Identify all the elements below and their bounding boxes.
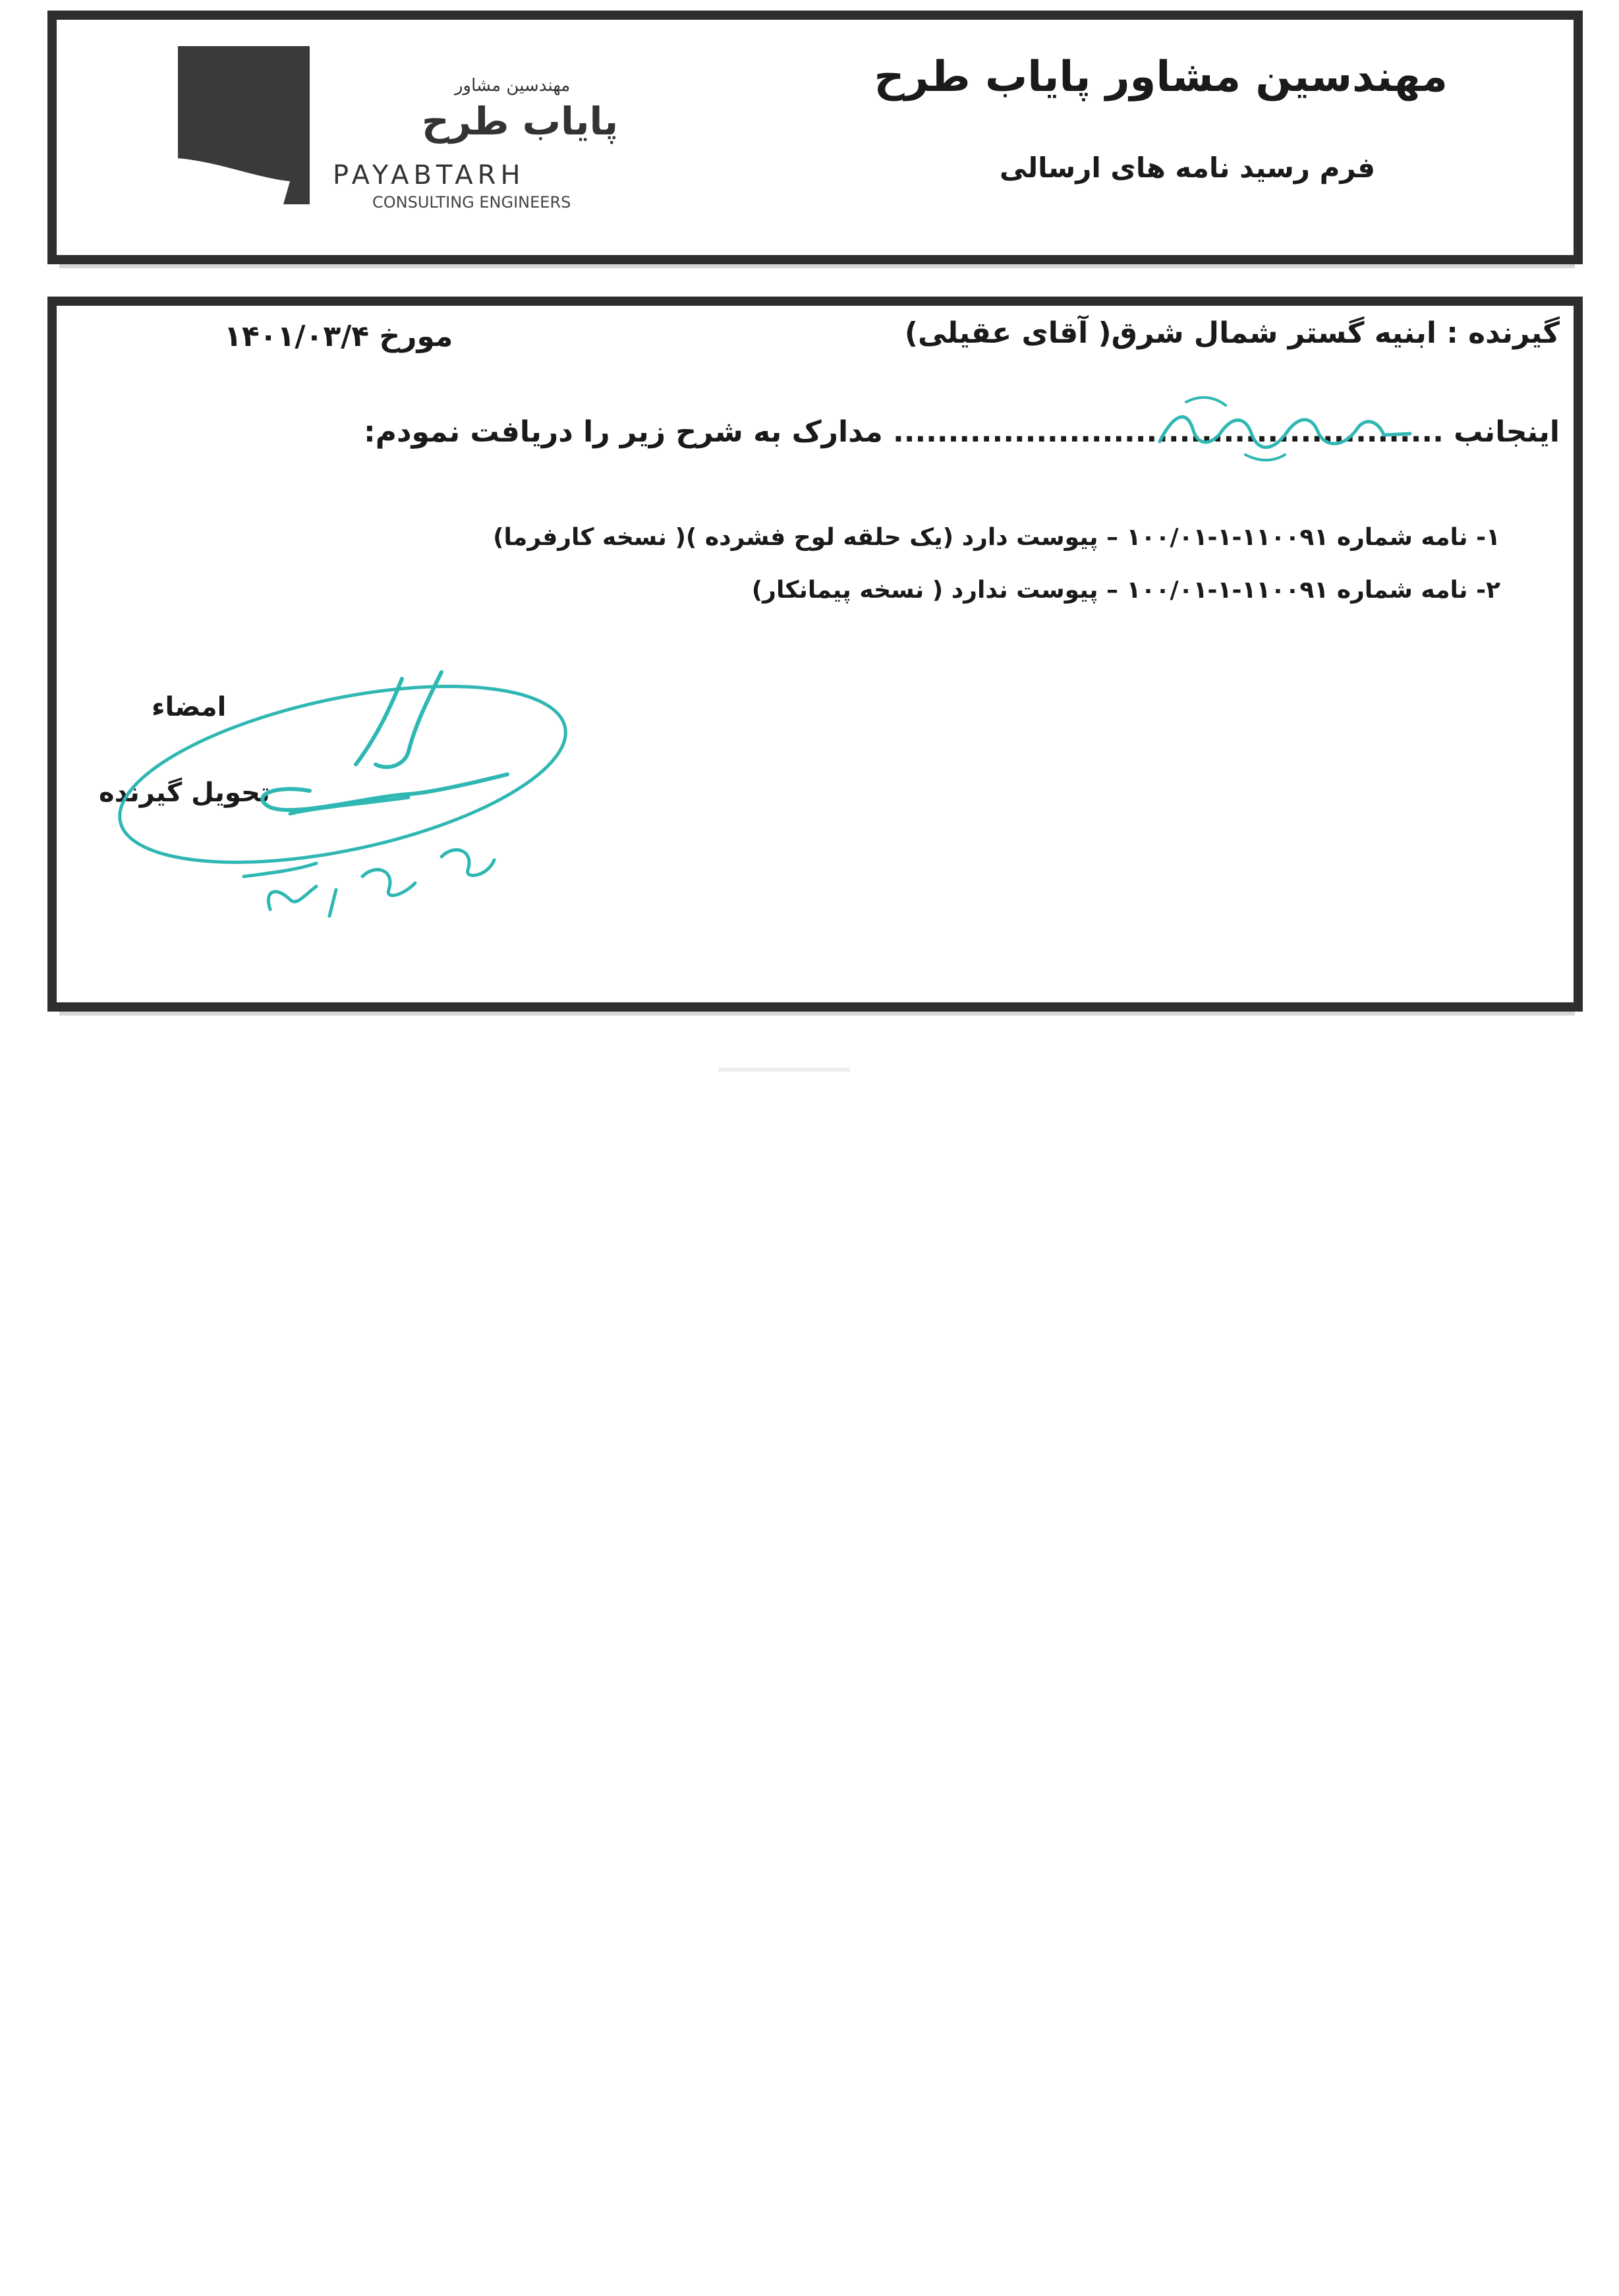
recipient-line: گیرنده : ابنیه گستر شمال شرق( آقای عقیلی) xyxy=(904,316,1560,350)
signature-label: امضاء xyxy=(152,692,227,722)
date-label: مورخ ۱۴۰۱/۰۳/۴ xyxy=(224,320,453,353)
body-frame xyxy=(47,297,1583,1012)
scan-smudge-icon xyxy=(692,1054,876,1087)
receipt-statement: اینجانب .................................................. مدارک به شرح زیر را دریافت نمودم: xyxy=(364,415,1560,449)
logo-english-name: PAYABTARH xyxy=(333,160,525,190)
logo-persian-subtitle: مهندسین مشاور xyxy=(455,76,571,96)
logo-persian-name: پایاب طرح xyxy=(422,99,619,144)
header-shadow xyxy=(59,264,1575,268)
receiver-label: تحویل گیرنده xyxy=(99,778,270,808)
body-shadow xyxy=(59,1012,1575,1016)
company-title: مهندسین مشاور پایاب طرح xyxy=(874,53,1448,101)
list-item: ۱- نامه شماره ۱۱۰۰۹۱-۱-۱۰۰/۰۱ – پیوست دارد (یک حلقه لوح فشرده )( نسخه کارفرما) xyxy=(493,524,1500,551)
form-title: فرم رسید نامه های ارسالی xyxy=(999,152,1375,184)
list-item: ۲- نامه شماره ۱۱۰۰۹۱-۱-۱۰۰/۰۱ – پیوست ندارد ( نسخه پیمانکار) xyxy=(751,577,1500,604)
logo-english-subtitle: CONSULTING ENGINEERS xyxy=(372,193,571,212)
payabtarh-logo-icon xyxy=(178,46,310,204)
